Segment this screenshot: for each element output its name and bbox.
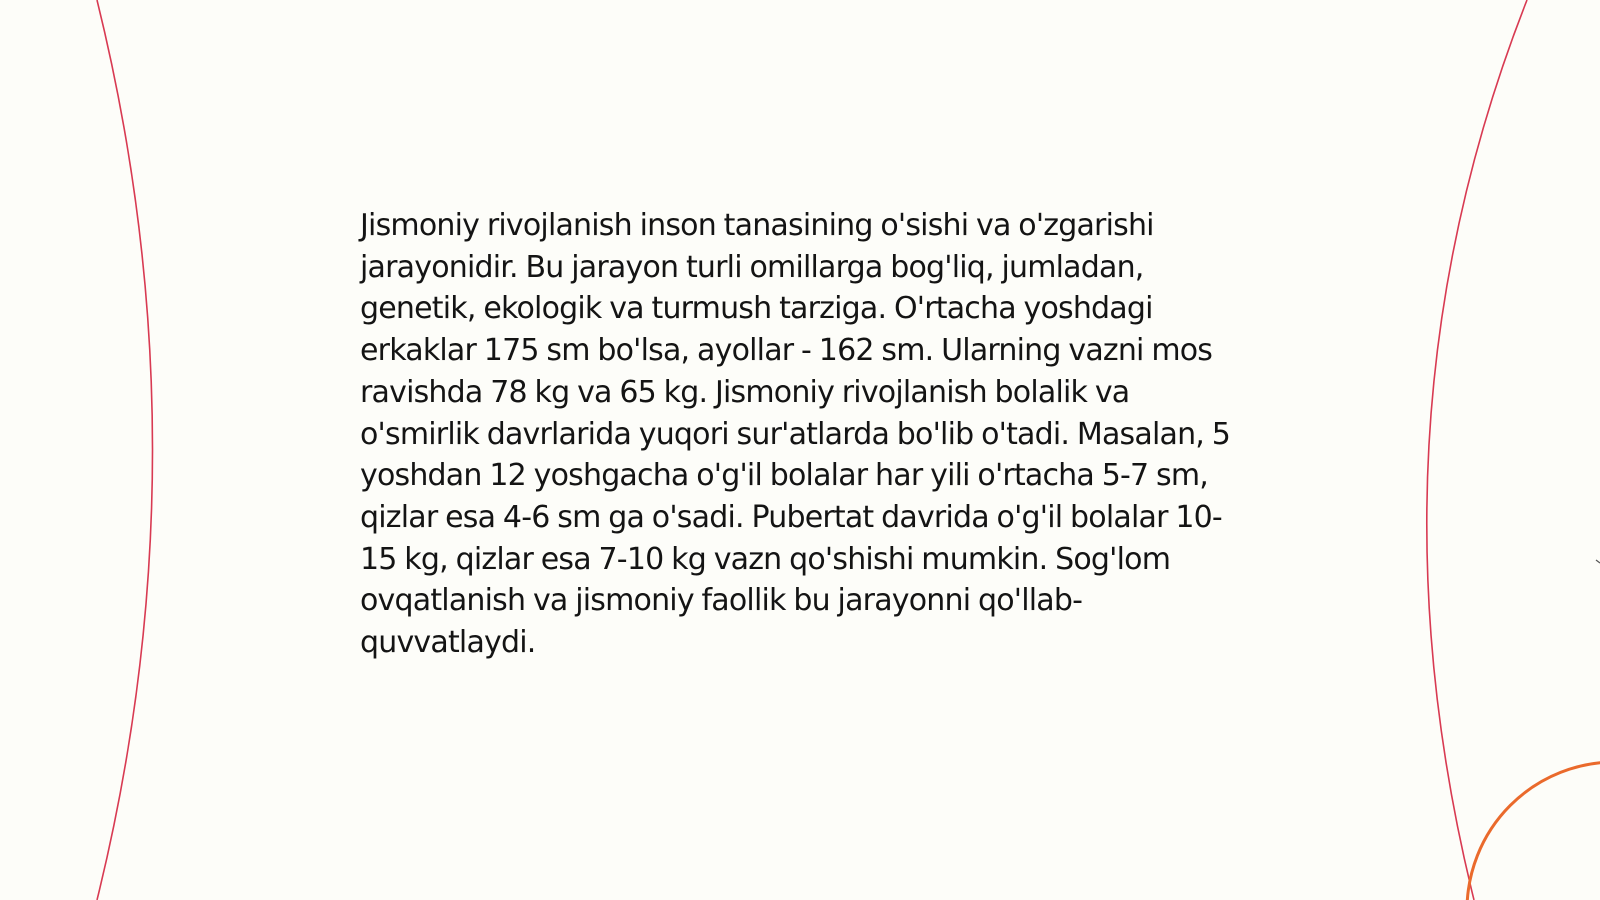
small-arrow-mark bbox=[1596, 560, 1600, 563]
right-curve-line bbox=[1427, 0, 1527, 900]
accent-circle-outline bbox=[1467, 762, 1600, 900]
left-curve-line bbox=[97, 0, 153, 900]
slide-body-text: Jismoniy rivojlanish inson tanasining o'sishi va o'zgarishi jarayonidir. Bu jarayon turli omillarga bog'liq, jumladan, genetik, ekologik va turmush tarziga. O'rtacha yoshdagi erkaklar 175 sm bo'lsa, ayollar - 162 sm. Ularning vazni mos ravishda 78 kg va 65 kg. Jismoniy rivojlanish bolalik va o'smirlik davrlarida yuqori sur'atlarda bo'lib o'tadi. Masalan, 5 yoshdan 12 yoshgacha o'g'il bolalar har yili o'rtacha 5-7 sm, qizlar esa 4-6 sm ga o'sadi. Pubertat davrida o'g'il bolalar 10-15 kg, qizlar esa 7-10 kg vazn qo'shishi mumkin. Sog'lom ovqatlanish va jismoniy faollik bu jarayonni qo'llab-quvvatlaydi. bbox=[360, 208, 1231, 661]
